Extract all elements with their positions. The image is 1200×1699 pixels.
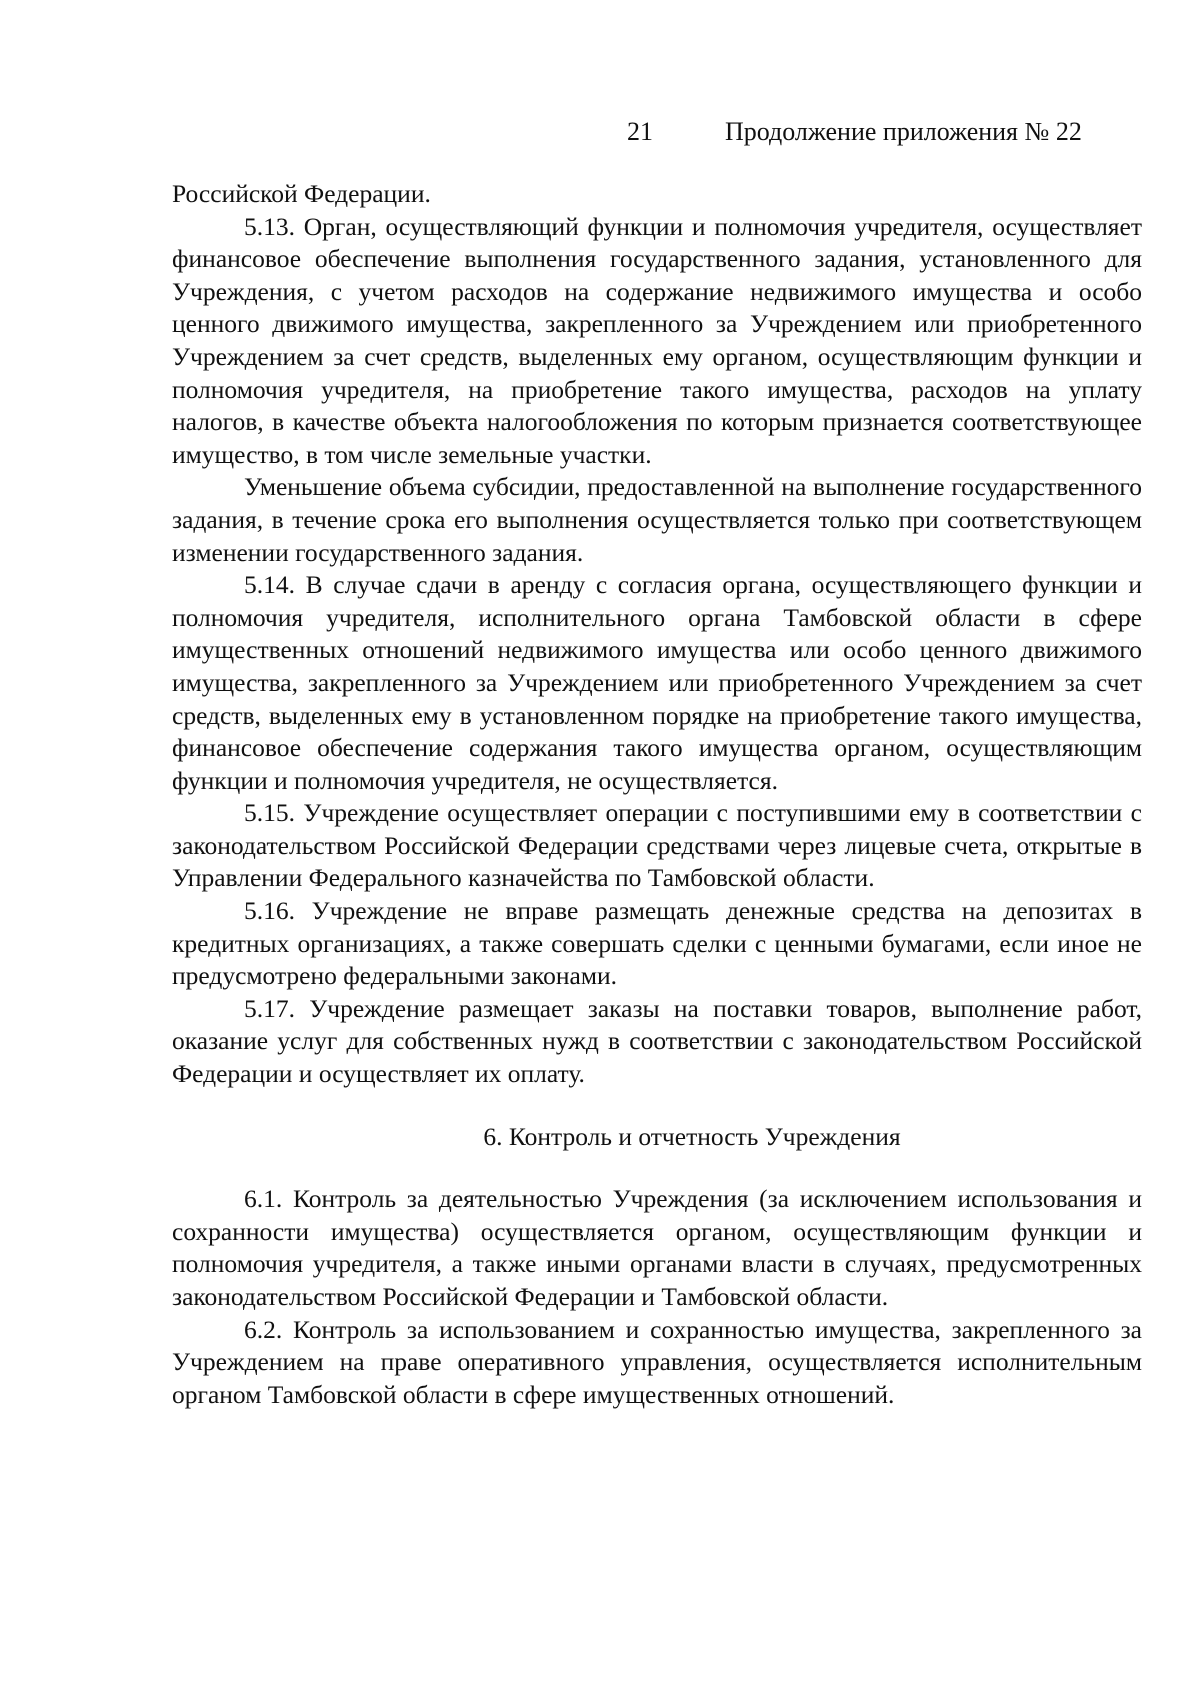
section-6-title: 6. Контроль и отчетность Учреждения xyxy=(483,1121,901,1151)
paragraph-5-13-subsidy: Уменьшение объема субсидии, предоставленной на выполнение государственного задания, в течение срока его выполнения осуществляется только при соответствующем изменении государственного задания. xyxy=(172,472,1142,567)
paragraph-5-16: 5.16. Учреждение не вправе размещать денежные средства на депозитах в кредитных организациях, а также совершать сделки с ценными бумагами, если иное не предусмотрено федеральными законами. xyxy=(172,896,1142,991)
document-body xyxy=(172,178,1142,1411)
page-header xyxy=(0,116,1117,150)
paragraph-5-13: 5.13. Орган, осуществляющий функции и полномочия учредителя, осуществляет финансовое обеспечение выполнения государственного задания, установленного для Учреждения, с учетом расходов на содержание недвижимого имущества и особо ценного движимого имущества, закрепленного за Учреждением или приобретенного Учреждением за счет средств, выделенных ему органом, осуществляющим функции и полномочия учредителя, на приобретение такого имущества, расходов на уплату налогов, в качестве объекта налогообложения по которым признается соответствующее имущество, в том числе земельные участки. xyxy=(172,211,1142,469)
paragraph-6-1: 6.1. Контроль за деятельностью Учреждения (за исключением использования и сохранности имущества) осуществляется органом, осуществляющим функции и полномочия учредителя, а также иными органами власти в случаях, предусмотренных законодательством Российской Федерации и Тамбовской области. xyxy=(172,1184,1142,1311)
page-number: 21 xyxy=(627,117,653,146)
paragraph-6-2: 6.2. Контроль за использованием и сохранностью имущества, закрепленного за Учреждением на праве оперативного управления, осуществляется исполнительным органом Тамбовской области в сфере имущественных отношений. xyxy=(172,1314,1142,1409)
paragraph-5-17: 5.17. Учреждение размещает заказы на поставки товаров, выполнение работ, оказание услуг для собственных нужд в соответствии с законодательством Российской Федерации и осуществляет их оплату. xyxy=(172,993,1142,1089)
paragraph-5-15: 5.15. Учреждение осуществляет операции с поступившими ему в соответствии с законодательством Российской Федерации средствами через лицевые счета, открытые в Управлении Федерального казначейства по Тамбовской области. xyxy=(172,798,1142,893)
paragraph-continued: Российской Федерации. xyxy=(172,179,431,208)
paragraph-5-14: 5.14. В случае сдачи в аренду с согласия органа, осуществляющего функции и полномочия учредителя, исполнительного органа Тамбовской области в сфере имущественных отношений недвижимого имущества или особо ценного движимого имущества, закрепленного за Учреждением или приобретенного Учреждением за счет средств, выделенных ему в установленном порядке на приобретение такого имущества, финансовое обеспечение содержания такого имущества органом, осуществляющим функции и полномочия учредителя, не осуществляется. xyxy=(172,570,1142,795)
appendix-continuation-label: Продолжение приложения № 22 xyxy=(725,117,1082,146)
